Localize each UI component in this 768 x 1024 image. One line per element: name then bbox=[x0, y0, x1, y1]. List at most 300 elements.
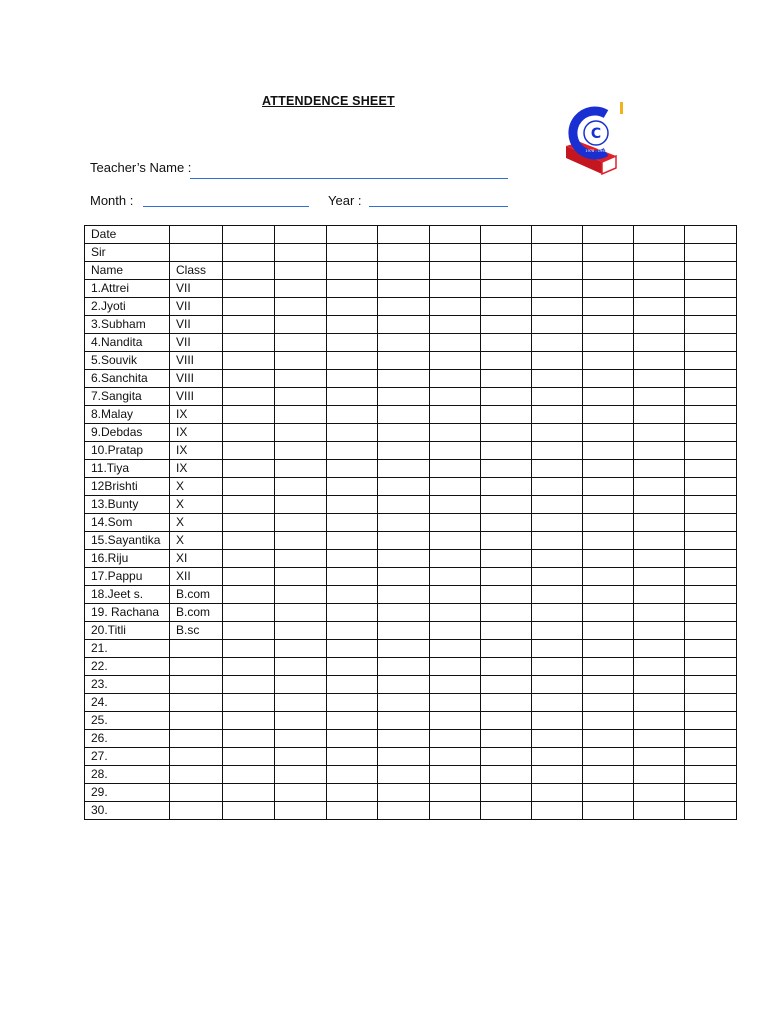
attendance-cell[interactable] bbox=[275, 514, 327, 532]
attendance-cell[interactable] bbox=[378, 334, 430, 352]
attendance-cell[interactable] bbox=[532, 676, 583, 694]
attendance-cell[interactable] bbox=[583, 532, 634, 550]
attendance-cell[interactable] bbox=[430, 226, 481, 244]
attendance-cell[interactable] bbox=[583, 802, 634, 820]
attendance-cell[interactable] bbox=[634, 550, 685, 568]
attendance-cell[interactable] bbox=[583, 334, 634, 352]
attendance-cell[interactable] bbox=[275, 694, 327, 712]
attendance-cell[interactable] bbox=[532, 730, 583, 748]
attendance-cell[interactable] bbox=[275, 442, 327, 460]
attendance-cell[interactable] bbox=[532, 244, 583, 262]
attendance-cell[interactable] bbox=[685, 712, 737, 730]
attendance-cell[interactable] bbox=[634, 280, 685, 298]
attendance-cell[interactable] bbox=[685, 640, 737, 658]
attendance-cell[interactable] bbox=[327, 730, 378, 748]
attendance-cell[interactable] bbox=[583, 298, 634, 316]
attendance-cell[interactable] bbox=[223, 388, 275, 406]
attendance-cell[interactable] bbox=[378, 658, 430, 676]
attendance-cell[interactable] bbox=[430, 442, 481, 460]
attendance-cell[interactable] bbox=[532, 712, 583, 730]
attendance-cell[interactable] bbox=[583, 514, 634, 532]
attendance-cell[interactable] bbox=[378, 442, 430, 460]
attendance-cell[interactable] bbox=[430, 532, 481, 550]
attendance-cell[interactable] bbox=[532, 568, 583, 586]
attendance-cell[interactable] bbox=[223, 334, 275, 352]
attendance-cell[interactable] bbox=[583, 568, 634, 586]
attendance-cell[interactable] bbox=[430, 730, 481, 748]
attendance-cell[interactable] bbox=[223, 694, 275, 712]
attendance-cell[interactable] bbox=[583, 352, 634, 370]
attendance-cell[interactable] bbox=[223, 586, 275, 604]
attendance-cell[interactable] bbox=[532, 280, 583, 298]
attendance-cell[interactable] bbox=[583, 406, 634, 424]
attendance-cell[interactable] bbox=[430, 478, 481, 496]
attendance-cell[interactable] bbox=[583, 316, 634, 334]
attendance-cell[interactable] bbox=[275, 262, 327, 280]
attendance-cell[interactable] bbox=[685, 784, 737, 802]
attendance-cell[interactable] bbox=[583, 442, 634, 460]
attendance-cell[interactable] bbox=[275, 496, 327, 514]
attendance-cell[interactable] bbox=[378, 622, 430, 640]
attendance-cell[interactable] bbox=[327, 586, 378, 604]
attendance-cell[interactable] bbox=[583, 748, 634, 766]
attendance-cell[interactable] bbox=[223, 298, 275, 316]
attendance-cell[interactable] bbox=[532, 442, 583, 460]
attendance-cell[interactable] bbox=[685, 802, 737, 820]
attendance-cell[interactable] bbox=[532, 334, 583, 352]
attendance-cell[interactable] bbox=[532, 694, 583, 712]
attendance-cell[interactable] bbox=[583, 460, 634, 478]
attendance-cell[interactable] bbox=[378, 712, 430, 730]
attendance-cell[interactable] bbox=[583, 622, 634, 640]
attendance-cell[interactable] bbox=[378, 640, 430, 658]
attendance-cell[interactable] bbox=[223, 550, 275, 568]
attendance-cell[interactable] bbox=[275, 316, 327, 334]
attendance-cell[interactable] bbox=[430, 514, 481, 532]
attendance-cell[interactable] bbox=[430, 496, 481, 514]
attendance-cell[interactable] bbox=[634, 712, 685, 730]
attendance-cell[interactable] bbox=[223, 676, 275, 694]
attendance-cell[interactable] bbox=[275, 370, 327, 388]
attendance-cell[interactable] bbox=[378, 424, 430, 442]
attendance-cell[interactable] bbox=[430, 604, 481, 622]
attendance-cell[interactable] bbox=[327, 604, 378, 622]
attendance-cell[interactable] bbox=[275, 586, 327, 604]
attendance-cell[interactable] bbox=[532, 514, 583, 532]
attendance-cell[interactable] bbox=[275, 298, 327, 316]
attendance-cell[interactable] bbox=[430, 460, 481, 478]
attendance-cell[interactable] bbox=[430, 352, 481, 370]
attendance-cell[interactable] bbox=[275, 748, 327, 766]
attendance-cell[interactable] bbox=[583, 370, 634, 388]
attendance-cell[interactable] bbox=[327, 640, 378, 658]
attendance-cell[interactable] bbox=[481, 658, 532, 676]
attendance-cell[interactable] bbox=[532, 478, 583, 496]
attendance-cell[interactable] bbox=[583, 766, 634, 784]
attendance-cell[interactable] bbox=[223, 370, 275, 388]
attendance-cell[interactable] bbox=[223, 280, 275, 298]
attendance-cell[interactable] bbox=[223, 478, 275, 496]
attendance-cell[interactable] bbox=[583, 478, 634, 496]
attendance-cell[interactable] bbox=[378, 298, 430, 316]
attendance-cell[interactable] bbox=[583, 640, 634, 658]
attendance-cell[interactable] bbox=[378, 550, 430, 568]
attendance-cell[interactable] bbox=[327, 496, 378, 514]
attendance-cell[interactable] bbox=[685, 532, 737, 550]
attendance-cell[interactable] bbox=[685, 334, 737, 352]
attendance-cell[interactable] bbox=[327, 676, 378, 694]
attendance-cell[interactable] bbox=[685, 244, 737, 262]
attendance-cell[interactable] bbox=[634, 694, 685, 712]
attendance-cell[interactable] bbox=[685, 766, 737, 784]
attendance-cell[interactable] bbox=[275, 280, 327, 298]
attendance-cell[interactable] bbox=[481, 730, 532, 748]
attendance-cell[interactable] bbox=[223, 226, 275, 244]
attendance-cell[interactable] bbox=[634, 622, 685, 640]
attendance-cell[interactable] bbox=[378, 766, 430, 784]
attendance-cell[interactable] bbox=[430, 388, 481, 406]
attendance-cell[interactable] bbox=[275, 604, 327, 622]
attendance-cell[interactable] bbox=[327, 388, 378, 406]
attendance-cell[interactable] bbox=[634, 496, 685, 514]
attendance-cell[interactable] bbox=[532, 640, 583, 658]
attendance-cell[interactable] bbox=[327, 352, 378, 370]
attendance-cell[interactable] bbox=[481, 244, 532, 262]
attendance-cell[interactable] bbox=[532, 316, 583, 334]
attendance-cell[interactable] bbox=[430, 622, 481, 640]
attendance-cell[interactable] bbox=[685, 460, 737, 478]
attendance-cell[interactable] bbox=[532, 226, 583, 244]
attendance-cell[interactable] bbox=[685, 424, 737, 442]
attendance-cell[interactable] bbox=[223, 514, 275, 532]
attendance-cell[interactable] bbox=[223, 496, 275, 514]
attendance-cell[interactable] bbox=[685, 280, 737, 298]
attendance-cell[interactable] bbox=[223, 460, 275, 478]
attendance-cell[interactable] bbox=[378, 784, 430, 802]
attendance-cell[interactable] bbox=[481, 550, 532, 568]
attendance-cell[interactable] bbox=[634, 676, 685, 694]
attendance-cell[interactable] bbox=[583, 730, 634, 748]
attendance-cell[interactable] bbox=[378, 262, 430, 280]
attendance-cell[interactable] bbox=[378, 514, 430, 532]
attendance-cell[interactable] bbox=[430, 550, 481, 568]
attendance-cell[interactable] bbox=[583, 496, 634, 514]
attendance-cell[interactable] bbox=[378, 748, 430, 766]
attendance-cell[interactable] bbox=[532, 370, 583, 388]
attendance-cell[interactable] bbox=[275, 478, 327, 496]
attendance-cell[interactable] bbox=[378, 316, 430, 334]
month-field[interactable] bbox=[143, 206, 309, 207]
attendance-cell[interactable] bbox=[481, 784, 532, 802]
attendance-cell[interactable] bbox=[685, 550, 737, 568]
attendance-cell[interactable] bbox=[634, 748, 685, 766]
attendance-cell[interactable] bbox=[327, 370, 378, 388]
attendance-cell[interactable] bbox=[275, 766, 327, 784]
attendance-cell[interactable] bbox=[327, 514, 378, 532]
attendance-cell[interactable] bbox=[634, 604, 685, 622]
attendance-cell[interactable] bbox=[223, 568, 275, 586]
attendance-cell[interactable] bbox=[327, 280, 378, 298]
attendance-cell[interactable] bbox=[685, 694, 737, 712]
attendance-cell[interactable] bbox=[430, 262, 481, 280]
attendance-cell[interactable] bbox=[481, 334, 532, 352]
attendance-cell[interactable] bbox=[532, 424, 583, 442]
attendance-cell[interactable] bbox=[685, 226, 737, 244]
attendance-cell[interactable] bbox=[685, 442, 737, 460]
attendance-cell[interactable] bbox=[327, 550, 378, 568]
attendance-cell[interactable] bbox=[327, 262, 378, 280]
attendance-cell[interactable] bbox=[327, 424, 378, 442]
attendance-cell[interactable] bbox=[685, 298, 737, 316]
attendance-cell[interactable] bbox=[430, 802, 481, 820]
attendance-cell[interactable] bbox=[275, 676, 327, 694]
attendance-cell[interactable] bbox=[634, 442, 685, 460]
attendance-cell[interactable] bbox=[634, 478, 685, 496]
attendance-cell[interactable] bbox=[275, 658, 327, 676]
attendance-cell[interactable] bbox=[634, 802, 685, 820]
attendance-cell[interactable] bbox=[583, 658, 634, 676]
attendance-cell[interactable] bbox=[430, 370, 481, 388]
attendance-cell[interactable] bbox=[275, 532, 327, 550]
attendance-cell[interactable] bbox=[275, 550, 327, 568]
attendance-cell[interactable] bbox=[685, 478, 737, 496]
attendance-cell[interactable] bbox=[685, 262, 737, 280]
attendance-cell[interactable] bbox=[481, 568, 532, 586]
attendance-cell[interactable] bbox=[481, 514, 532, 532]
attendance-cell[interactable] bbox=[430, 676, 481, 694]
attendance-cell[interactable] bbox=[481, 586, 532, 604]
attendance-cell[interactable] bbox=[378, 496, 430, 514]
attendance-cell[interactable] bbox=[481, 604, 532, 622]
year-field[interactable] bbox=[369, 206, 508, 207]
attendance-cell[interactable] bbox=[481, 280, 532, 298]
attendance-cell[interactable] bbox=[223, 244, 275, 262]
attendance-cell[interactable] bbox=[583, 388, 634, 406]
attendance-cell[interactable] bbox=[685, 622, 737, 640]
attendance-cell[interactable] bbox=[223, 604, 275, 622]
attendance-cell[interactable] bbox=[275, 424, 327, 442]
attendance-cell[interactable] bbox=[223, 766, 275, 784]
attendance-cell[interactable] bbox=[275, 460, 327, 478]
attendance-cell[interactable] bbox=[685, 586, 737, 604]
attendance-cell[interactable] bbox=[223, 424, 275, 442]
attendance-cell[interactable] bbox=[223, 262, 275, 280]
attendance-cell[interactable] bbox=[430, 586, 481, 604]
attendance-cell[interactable] bbox=[685, 496, 737, 514]
attendance-cell[interactable] bbox=[685, 316, 737, 334]
attendance-cell[interactable] bbox=[532, 352, 583, 370]
attendance-cell[interactable] bbox=[378, 586, 430, 604]
attendance-cell[interactable] bbox=[275, 226, 327, 244]
attendance-cell[interactable] bbox=[481, 442, 532, 460]
attendance-cell[interactable] bbox=[481, 748, 532, 766]
attendance-cell[interactable] bbox=[378, 244, 430, 262]
attendance-cell[interactable] bbox=[532, 802, 583, 820]
attendance-cell[interactable] bbox=[275, 568, 327, 586]
attendance-cell[interactable] bbox=[378, 676, 430, 694]
attendance-cell[interactable] bbox=[481, 496, 532, 514]
attendance-cell[interactable] bbox=[532, 622, 583, 640]
attendance-cell[interactable] bbox=[685, 406, 737, 424]
attendance-cell[interactable] bbox=[634, 226, 685, 244]
attendance-cell[interactable] bbox=[223, 784, 275, 802]
attendance-cell[interactable] bbox=[275, 622, 327, 640]
attendance-cell[interactable] bbox=[634, 730, 685, 748]
attendance-cell[interactable] bbox=[583, 280, 634, 298]
attendance-cell[interactable] bbox=[430, 334, 481, 352]
attendance-cell[interactable] bbox=[583, 244, 634, 262]
attendance-cell[interactable] bbox=[327, 658, 378, 676]
attendance-cell[interactable] bbox=[532, 406, 583, 424]
attendance-cell[interactable] bbox=[634, 334, 685, 352]
attendance-cell[interactable] bbox=[327, 784, 378, 802]
attendance-cell[interactable] bbox=[481, 676, 532, 694]
attendance-cell[interactable] bbox=[378, 226, 430, 244]
attendance-cell[interactable] bbox=[685, 676, 737, 694]
attendance-cell[interactable] bbox=[634, 388, 685, 406]
attendance-cell[interactable] bbox=[327, 442, 378, 460]
attendance-cell[interactable] bbox=[634, 784, 685, 802]
attendance-cell[interactable] bbox=[532, 766, 583, 784]
attendance-cell[interactable] bbox=[223, 532, 275, 550]
attendance-cell[interactable] bbox=[634, 568, 685, 586]
attendance-cell[interactable] bbox=[634, 658, 685, 676]
attendance-cell[interactable] bbox=[327, 802, 378, 820]
attendance-cell[interactable] bbox=[327, 766, 378, 784]
attendance-cell[interactable] bbox=[685, 604, 737, 622]
attendance-cell[interactable] bbox=[634, 370, 685, 388]
attendance-cell[interactable] bbox=[327, 622, 378, 640]
attendance-cell[interactable] bbox=[378, 478, 430, 496]
attendance-cell[interactable] bbox=[378, 568, 430, 586]
attendance-cell[interactable] bbox=[430, 568, 481, 586]
attendance-cell[interactable] bbox=[430, 712, 481, 730]
attendance-cell[interactable] bbox=[275, 784, 327, 802]
attendance-cell[interactable] bbox=[430, 316, 481, 334]
attendance-cell[interactable] bbox=[275, 352, 327, 370]
attendance-cell[interactable] bbox=[275, 640, 327, 658]
attendance-cell[interactable] bbox=[685, 730, 737, 748]
attendance-cell[interactable] bbox=[634, 298, 685, 316]
attendance-cell[interactable] bbox=[532, 298, 583, 316]
attendance-cell[interactable] bbox=[481, 478, 532, 496]
attendance-cell[interactable] bbox=[532, 586, 583, 604]
attendance-cell[interactable] bbox=[327, 298, 378, 316]
attendance-cell[interactable] bbox=[430, 658, 481, 676]
attendance-cell[interactable] bbox=[685, 370, 737, 388]
attendance-cell[interactable] bbox=[583, 694, 634, 712]
attendance-cell[interactable] bbox=[327, 532, 378, 550]
attendance-cell[interactable] bbox=[430, 244, 481, 262]
attendance-cell[interactable] bbox=[685, 748, 737, 766]
attendance-cell[interactable] bbox=[327, 568, 378, 586]
attendance-cell[interactable] bbox=[327, 478, 378, 496]
attendance-cell[interactable] bbox=[327, 748, 378, 766]
teacher-name-field[interactable] bbox=[190, 178, 508, 179]
attendance-cell[interactable] bbox=[634, 424, 685, 442]
attendance-cell[interactable] bbox=[275, 388, 327, 406]
attendance-cell[interactable] bbox=[223, 316, 275, 334]
attendance-cell[interactable] bbox=[327, 226, 378, 244]
attendance-cell[interactable] bbox=[583, 550, 634, 568]
attendance-cell[interactable] bbox=[532, 748, 583, 766]
attendance-cell[interactable] bbox=[481, 622, 532, 640]
attendance-cell[interactable] bbox=[430, 406, 481, 424]
attendance-cell[interactable] bbox=[481, 460, 532, 478]
attendance-cell[interactable] bbox=[481, 640, 532, 658]
attendance-cell[interactable] bbox=[532, 604, 583, 622]
attendance-cell[interactable] bbox=[532, 784, 583, 802]
attendance-cell[interactable] bbox=[583, 226, 634, 244]
attendance-cell[interactable] bbox=[532, 496, 583, 514]
attendance-cell[interactable] bbox=[532, 658, 583, 676]
attendance-cell[interactable] bbox=[532, 550, 583, 568]
attendance-cell[interactable] bbox=[481, 226, 532, 244]
attendance-cell[interactable] bbox=[223, 748, 275, 766]
attendance-cell[interactable] bbox=[327, 406, 378, 424]
attendance-cell[interactable] bbox=[275, 406, 327, 424]
attendance-cell[interactable] bbox=[223, 352, 275, 370]
attendance-cell[interactable] bbox=[634, 316, 685, 334]
attendance-cell[interactable] bbox=[685, 514, 737, 532]
attendance-cell[interactable] bbox=[481, 406, 532, 424]
attendance-cell[interactable] bbox=[532, 262, 583, 280]
attendance-cell[interactable] bbox=[583, 676, 634, 694]
attendance-cell[interactable] bbox=[223, 622, 275, 640]
attendance-cell[interactable] bbox=[223, 640, 275, 658]
attendance-cell[interactable] bbox=[378, 370, 430, 388]
attendance-cell[interactable] bbox=[378, 604, 430, 622]
attendance-cell[interactable] bbox=[481, 802, 532, 820]
attendance-cell[interactable] bbox=[430, 694, 481, 712]
attendance-cell[interactable] bbox=[430, 280, 481, 298]
attendance-cell[interactable] bbox=[583, 784, 634, 802]
attendance-cell[interactable] bbox=[634, 406, 685, 424]
attendance-cell[interactable] bbox=[634, 766, 685, 784]
attendance-cell[interactable] bbox=[481, 298, 532, 316]
attendance-cell[interactable] bbox=[378, 532, 430, 550]
attendance-cell[interactable] bbox=[327, 316, 378, 334]
attendance-cell[interactable] bbox=[430, 424, 481, 442]
attendance-cell[interactable] bbox=[685, 388, 737, 406]
attendance-cell[interactable] bbox=[583, 424, 634, 442]
attendance-cell[interactable] bbox=[481, 532, 532, 550]
attendance-cell[interactable] bbox=[275, 802, 327, 820]
attendance-cell[interactable] bbox=[378, 730, 430, 748]
attendance-cell[interactable] bbox=[634, 532, 685, 550]
attendance-cell[interactable] bbox=[275, 712, 327, 730]
attendance-cell[interactable] bbox=[327, 244, 378, 262]
attendance-cell[interactable] bbox=[378, 280, 430, 298]
attendance-cell[interactable] bbox=[481, 388, 532, 406]
attendance-cell[interactable] bbox=[275, 244, 327, 262]
attendance-cell[interactable] bbox=[583, 262, 634, 280]
attendance-cell[interactable] bbox=[634, 586, 685, 604]
attendance-cell[interactable] bbox=[634, 244, 685, 262]
attendance-cell[interactable] bbox=[685, 568, 737, 586]
attendance-cell[interactable] bbox=[430, 766, 481, 784]
attendance-cell[interactable] bbox=[430, 784, 481, 802]
attendance-cell[interactable] bbox=[378, 802, 430, 820]
attendance-cell[interactable] bbox=[481, 712, 532, 730]
attendance-cell[interactable] bbox=[378, 694, 430, 712]
attendance-cell[interactable] bbox=[481, 370, 532, 388]
attendance-cell[interactable] bbox=[327, 712, 378, 730]
attendance-cell[interactable] bbox=[634, 460, 685, 478]
attendance-cell[interactable] bbox=[378, 406, 430, 424]
attendance-cell[interactable] bbox=[634, 262, 685, 280]
attendance-cell[interactable] bbox=[430, 748, 481, 766]
